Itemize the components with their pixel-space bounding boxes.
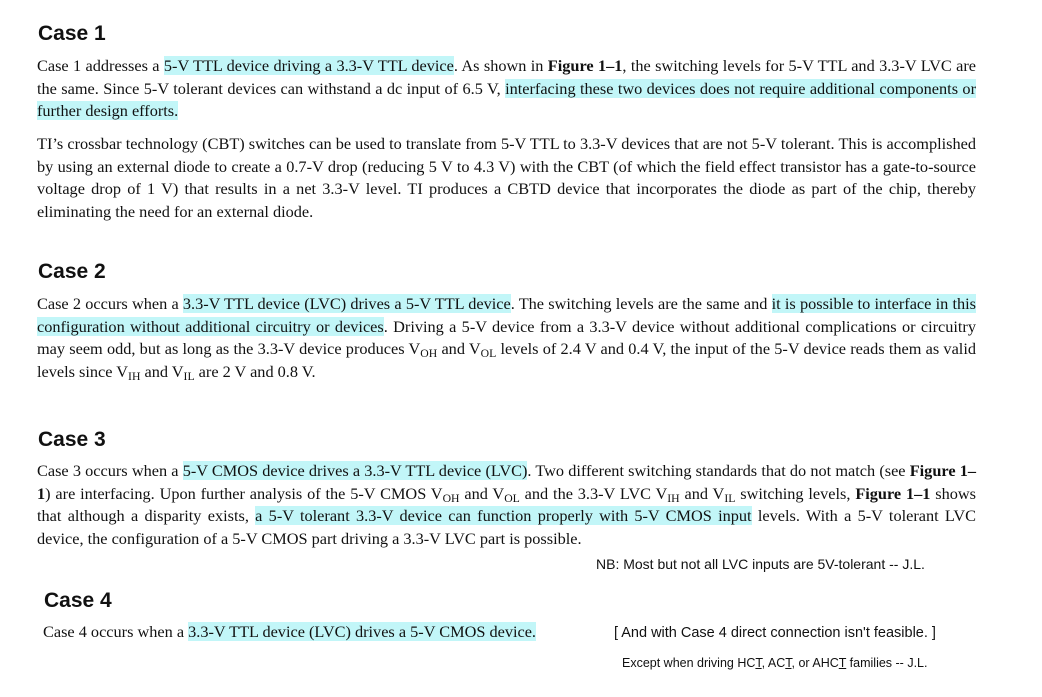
subscript: OL bbox=[480, 346, 497, 360]
text-run: . The switching levels are the same and bbox=[510, 294, 772, 313]
figure-reference: Figure 1–1 bbox=[37, 461, 977, 503]
text-run: Except when driving HC bbox=[622, 656, 756, 670]
text-run: . Driving a 5-V device from a 3.3-V device without additional complications or circuitry may seem odd, but as long as the 3.3-V device produces V bbox=[37, 316, 976, 358]
case2-paragraph-1 bbox=[37, 293, 976, 383]
subscript: OH bbox=[420, 346, 438, 360]
text-run: levels. With a 5-V tolerant LVC device, the configuration of a 5-V CMOS part driving a 3.3-V LVC part is possible. bbox=[37, 506, 976, 548]
highlight-run: it is possible to interface in this configuration without additional circuitry or devices bbox=[37, 294, 977, 336]
figure-reference: Figure 1–1 bbox=[855, 483, 931, 503]
text-run: and V bbox=[140, 361, 184, 381]
case1-paragraph-1 bbox=[37, 55, 976, 123]
figure-reference: Figure 1–1 bbox=[547, 56, 623, 75]
highlight-run: a 5-V tolerant 3.3-V device can function properly with 5-V CMOS input bbox=[255, 506, 752, 525]
case3-heading: Case 3 bbox=[38, 428, 106, 451]
subscript: IL bbox=[724, 491, 736, 505]
text-run: , AC bbox=[761, 656, 786, 670]
case3-annotation-note: NB: Most but not all LVC inputs are 5V-tolerant -- J.L. bbox=[596, 556, 925, 572]
subscript: OL bbox=[504, 491, 520, 505]
text-run: Case 1 addresses a bbox=[37, 56, 164, 75]
subscript: IL bbox=[183, 369, 195, 383]
text-run: Case 3 occurs when a bbox=[37, 461, 183, 480]
case4-exception-note bbox=[622, 654, 927, 672]
underlined-letter: T bbox=[755, 656, 762, 670]
text-run: and V bbox=[679, 483, 725, 503]
text-run: ) are interfacing. Upon further analysis of the 5-V CMOS V bbox=[45, 483, 443, 503]
text-run: . As shown in bbox=[453, 56, 548, 75]
highlight-run: 3.3-V TTL device (LVC) drives a 5-V CMOS device. bbox=[188, 622, 536, 641]
text-run: are 2 V and 0.8 V. bbox=[194, 361, 316, 381]
case4-annotation-note: [ And with Case 4 direct connection isn't feasible. ] bbox=[614, 625, 936, 641]
case1-heading: Case 1 bbox=[38, 22, 106, 45]
case4-heading: Case 4 bbox=[44, 589, 112, 612]
text-run: families -- J.L. bbox=[846, 656, 928, 670]
text-run: Case 4 occurs when a bbox=[43, 622, 189, 641]
case4-paragraph-1 bbox=[43, 621, 536, 644]
text-run: and V bbox=[437, 339, 481, 358]
case3-paragraph-1 bbox=[37, 460, 976, 550]
subscript: IH bbox=[667, 491, 680, 505]
text-run: and the 3.3-V LVC V bbox=[519, 483, 668, 503]
text-run: Case 2 occurs when a bbox=[37, 294, 183, 313]
subscript: OH bbox=[442, 491, 460, 505]
text-run: and V bbox=[459, 483, 505, 503]
text-run: switching levels, bbox=[735, 483, 856, 503]
text-run: levels of 2.4 V and 0.4 V, the input of the 5-V device reads them as valid levels since V bbox=[37, 339, 976, 381]
highlight-run: 5-V CMOS device drives a 3.3-V TTL device (LVC) bbox=[182, 461, 528, 480]
highlight-run: 5-V TTL device driving a 3.3-V TTL device bbox=[163, 56, 454, 75]
text-run: shows that although a disparity exists, bbox=[37, 483, 976, 525]
case1-paragraph-2: TI’s crossbar technology (CBT) switches can be used to translate from 5-V TTL to 3.3-V devices that are not 5-V tolerant. This is accomplished by using an external diode to create a 0.7-V drop (reducing 5 V to 4.3 V) with the CBT (of which the field effect transistor has a gate-to-source voltage drop of 1 V) that results in a net 3.3-V level. TI produces a CBTD device that incorporates the diode as part of the chip, thereby eliminating the need for an external diode. bbox=[37, 134, 976, 221]
underlined-letter: T bbox=[785, 656, 792, 670]
text-run: , the switching levels for 5-V TTL and 3.3-V LVC are the same. Since 5-V tolerant devices can withstand a dc input of 6.5 V, bbox=[37, 56, 977, 98]
highlight-run: interfacing these two devices does not require additional components or further design efforts. bbox=[37, 78, 976, 120]
underlined-letter: T bbox=[838, 656, 847, 670]
case2-heading: Case 2 bbox=[38, 260, 106, 283]
text-run: , or AHC bbox=[791, 656, 839, 670]
highlight-run: 3.3-V TTL device (LVC) drives a 5-V TTL device bbox=[182, 294, 511, 313]
subscript: IH bbox=[128, 369, 141, 383]
text-run: . Two different switching standards that do not match (see bbox=[527, 461, 910, 480]
